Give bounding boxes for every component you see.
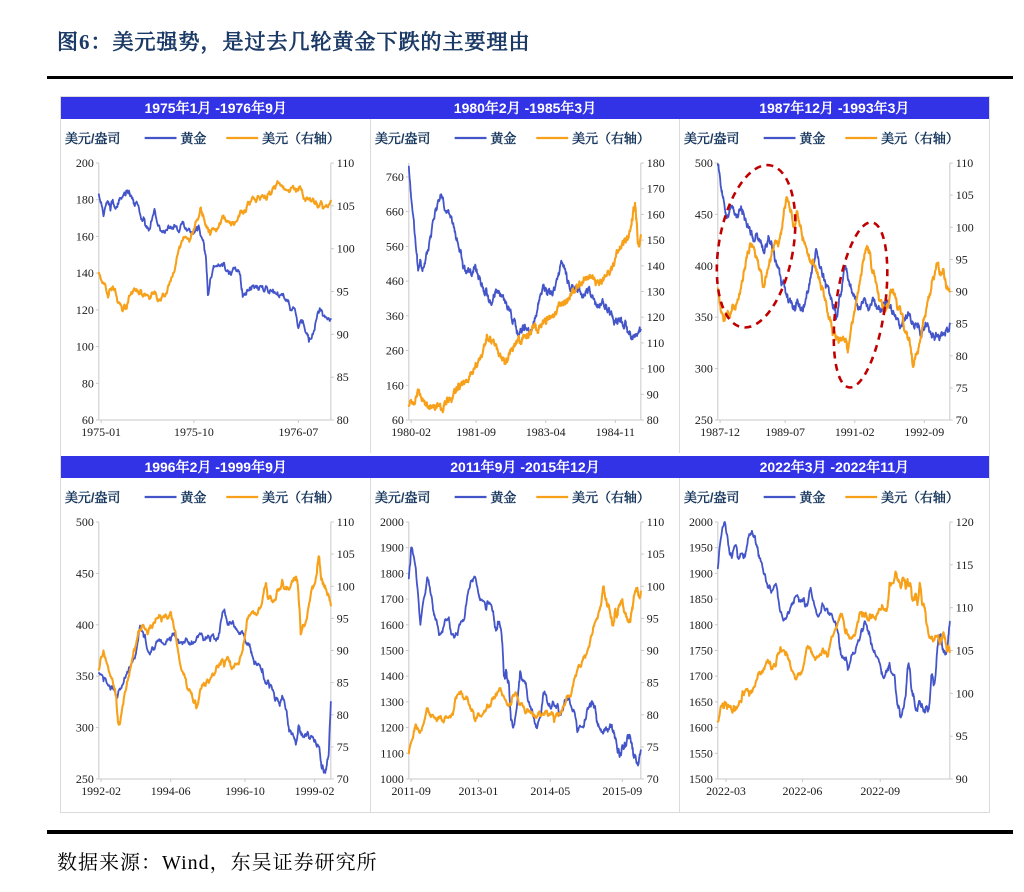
series-gold [409, 547, 641, 765]
svg-text:1500: 1500 [689, 771, 714, 787]
svg-text:90: 90 [646, 643, 659, 658]
svg-text:300: 300 [695, 361, 714, 376]
svg-text:110: 110 [646, 335, 664, 350]
panel-row-2 [61, 478, 989, 812]
svg-text:115: 115 [956, 557, 974, 572]
svg-text:90: 90 [956, 771, 969, 787]
svg-text:1984-11: 1984-11 [595, 424, 635, 440]
legend-usd-label: 美元（右轴） [881, 130, 960, 147]
panel-title-2: 1980年2月 -1985年3月 [453, 100, 597, 116]
svg-text:1983-04: 1983-04 [525, 424, 566, 440]
axis-unit-label: 美元/盎司 [374, 130, 431, 147]
svg-text:80: 80 [81, 376, 94, 391]
svg-text:100: 100 [646, 361, 665, 376]
svg-text:1100: 1100 [380, 746, 404, 761]
panel-cell-6 [680, 478, 989, 812]
svg-text:90: 90 [336, 327, 349, 342]
svg-text:80: 80 [646, 412, 659, 428]
svg-text:1750: 1750 [689, 643, 714, 658]
svg-text:60: 60 [391, 412, 404, 428]
panel-cell-3 [680, 119, 989, 453]
svg-text:260: 260 [385, 343, 404, 358]
svg-text:95: 95 [336, 611, 349, 626]
legend-usd-label: 美元（右轴） [571, 130, 650, 147]
svg-text:90: 90 [336, 643, 349, 658]
svg-text:180: 180 [646, 155, 665, 171]
svg-text:80: 80 [336, 412, 349, 428]
svg-text:360: 360 [385, 308, 404, 323]
svg-text:1300: 1300 [379, 694, 404, 709]
svg-text:80: 80 [336, 707, 349, 722]
legend-gold-label: 黄金 [799, 489, 826, 506]
svg-text:85: 85 [336, 675, 349, 690]
svg-text:110: 110 [336, 514, 355, 530]
svg-text:1980-02: 1980-02 [390, 424, 431, 440]
panel-header-row-2 [61, 456, 989, 478]
figure-panel-grid [60, 96, 990, 813]
svg-text:500: 500 [695, 155, 714, 171]
svg-text:1987-12: 1987-12 [700, 424, 741, 440]
svg-text:100: 100 [336, 241, 355, 256]
legend-gold-label: 黄金 [180, 130, 207, 147]
series-gold [409, 167, 641, 340]
svg-text:1700: 1700 [689, 669, 714, 684]
svg-text:95: 95 [956, 252, 969, 267]
svg-text:120: 120 [956, 514, 975, 530]
svg-text:85: 85 [336, 370, 349, 385]
series-gold [99, 609, 331, 773]
axis-unit-label: 美元/盎司 [684, 489, 740, 506]
svg-text:160: 160 [385, 378, 404, 393]
svg-text:160: 160 [75, 229, 94, 244]
svg-text:75: 75 [336, 739, 349, 754]
svg-text:1800: 1800 [379, 566, 404, 581]
svg-text:1950: 1950 [689, 540, 714, 555]
svg-text:1500: 1500 [379, 643, 404, 658]
svg-text:105: 105 [336, 547, 355, 562]
svg-text:70: 70 [956, 412, 969, 428]
top-rule [47, 76, 1013, 79]
svg-text:1996-10: 1996-10 [225, 783, 265, 799]
svg-text:1999-02: 1999-02 [294, 783, 335, 799]
svg-text:1975-01: 1975-01 [81, 424, 122, 440]
panel-cell-5 [371, 478, 681, 812]
svg-text:105: 105 [956, 188, 975, 203]
svg-text:250: 250 [75, 771, 94, 787]
svg-text:100: 100 [75, 339, 94, 354]
svg-text:1989-07: 1989-07 [765, 424, 806, 440]
svg-text:350: 350 [75, 669, 94, 684]
panel-chart-1 [61, 119, 370, 453]
svg-text:140: 140 [646, 258, 665, 273]
svg-text:60: 60 [81, 412, 94, 428]
svg-text:500: 500 [75, 514, 94, 530]
svg-text:1800: 1800 [689, 617, 714, 632]
panel-cell-2 [371, 119, 681, 453]
svg-text:300: 300 [75, 720, 94, 735]
svg-text:95: 95 [956, 729, 969, 744]
axis-unit-label: 美元/盎司 [64, 130, 121, 147]
svg-text:1550: 1550 [689, 746, 714, 761]
svg-text:120: 120 [75, 302, 94, 317]
svg-text:80: 80 [646, 707, 659, 722]
svg-text:100: 100 [956, 686, 975, 701]
svg-text:105: 105 [336, 198, 355, 213]
data-source: 数据来源：Wind，东吴证券研究所 [57, 852, 378, 874]
svg-text:460: 460 [385, 274, 404, 289]
svg-text:250: 250 [695, 412, 714, 428]
svg-text:400: 400 [75, 617, 94, 632]
svg-text:140: 140 [75, 266, 94, 281]
panel-chart-2 [371, 119, 680, 453]
legend-gold-label: 黄金 [490, 130, 517, 147]
svg-text:1600: 1600 [379, 617, 404, 632]
svg-text:1650: 1650 [689, 694, 714, 709]
svg-text:450: 450 [695, 207, 714, 222]
svg-text:160: 160 [646, 207, 665, 222]
legend-usd-label: 美元（右轴） [881, 489, 960, 506]
panel-chart-5 [371, 478, 680, 812]
svg-text:95: 95 [336, 284, 349, 299]
legend-usd-label: 美元（右轴） [262, 489, 340, 506]
svg-text:2022-06: 2022-06 [782, 783, 823, 799]
svg-text:100: 100 [336, 579, 355, 594]
svg-text:560: 560 [385, 239, 404, 254]
svg-text:90: 90 [646, 387, 659, 402]
axis-unit-label: 美元/盎司 [684, 130, 740, 147]
panel-header-row-1 [61, 97, 989, 119]
svg-text:1975-10: 1975-10 [174, 424, 214, 440]
svg-text:90: 90 [956, 284, 969, 299]
svg-text:760: 760 [385, 169, 404, 184]
svg-text:75: 75 [646, 739, 659, 754]
svg-text:660: 660 [385, 204, 404, 219]
svg-text:105: 105 [646, 547, 665, 562]
svg-text:80: 80 [956, 348, 969, 363]
svg-text:2014-05: 2014-05 [530, 783, 570, 799]
axis-unit-label: 美元/盎司 [64, 489, 121, 506]
svg-text:180: 180 [75, 192, 94, 207]
panel-chart-6 [680, 478, 989, 812]
svg-text:100: 100 [956, 220, 975, 235]
svg-text:2015-09: 2015-09 [602, 783, 642, 799]
panel-cell-1 [61, 119, 371, 453]
legend-usd-label: 美元（右轴） [262, 130, 340, 147]
svg-text:1400: 1400 [379, 669, 404, 684]
svg-text:2022-03: 2022-03 [706, 783, 747, 799]
svg-text:1981-09: 1981-09 [455, 424, 496, 440]
svg-text:85: 85 [646, 675, 659, 690]
svg-text:170: 170 [646, 181, 665, 196]
panel-title-1: 1975年1月 -1976年9月 [144, 100, 287, 116]
svg-text:2011-09: 2011-09 [391, 783, 431, 799]
svg-text:1200: 1200 [379, 720, 404, 735]
svg-text:130: 130 [646, 284, 665, 299]
svg-text:450: 450 [75, 566, 94, 581]
legend-gold-label: 黄金 [490, 489, 517, 506]
panel-row-1 [61, 119, 989, 453]
svg-text:100: 100 [646, 579, 665, 594]
svg-text:1994-06: 1994-06 [150, 783, 191, 799]
bottom-rule [47, 830, 1013, 834]
svg-text:110: 110 [956, 155, 974, 171]
panel-title-4: 1996年2月 -1999年9月 [144, 459, 287, 475]
svg-text:1850: 1850 [689, 592, 714, 607]
figure-title: 图6：美元强势，是过去几轮黄金下跌的主要理由 [57, 30, 531, 54]
panel-title-6: 2022年3月 -2022年11月 [759, 459, 910, 475]
svg-text:200: 200 [75, 155, 94, 171]
legend-gold-label: 黄金 [180, 489, 207, 506]
svg-text:70: 70 [336, 771, 349, 787]
svg-text:1991-02: 1991-02 [835, 424, 876, 440]
svg-text:85: 85 [956, 316, 969, 331]
svg-text:350: 350 [695, 310, 714, 325]
svg-text:2013-01: 2013-01 [458, 783, 499, 799]
svg-text:95: 95 [646, 611, 659, 626]
legend-gold-label: 黄金 [799, 130, 826, 147]
panel-chart-4 [61, 478, 370, 812]
series-gold [99, 190, 331, 342]
svg-text:1992-02: 1992-02 [81, 783, 122, 799]
svg-text:1600: 1600 [689, 720, 714, 735]
svg-text:1900: 1900 [689, 566, 714, 581]
svg-text:2000: 2000 [689, 514, 714, 530]
svg-text:400: 400 [695, 258, 714, 273]
axis-unit-label: 美元/盎司 [374, 489, 431, 506]
svg-text:1000: 1000 [379, 771, 404, 787]
svg-text:150: 150 [646, 233, 665, 248]
panel-cell-4 [61, 478, 371, 812]
series-usd [99, 556, 331, 724]
legend-usd-label: 美元（右轴） [571, 489, 650, 506]
svg-text:110: 110 [646, 514, 664, 530]
svg-text:120: 120 [646, 310, 665, 325]
svg-text:2022-09: 2022-09 [860, 783, 901, 799]
svg-text:2000: 2000 [379, 514, 404, 530]
svg-text:75: 75 [956, 380, 969, 395]
svg-text:1976-07: 1976-07 [278, 424, 319, 440]
svg-text:1900: 1900 [379, 540, 404, 555]
svg-text:1700: 1700 [379, 592, 404, 607]
series-usd [718, 572, 950, 722]
panel-chart-3 [680, 119, 989, 453]
svg-text:1992-09: 1992-09 [904, 424, 945, 440]
svg-text:110: 110 [336, 155, 355, 171]
svg-text:105: 105 [956, 643, 975, 658]
svg-text:110: 110 [956, 600, 974, 615]
panel-title-5: 2011年9月 -2015年12月 [450, 459, 600, 475]
panel-title-3: 1987年12月 -1993年3月 [759, 100, 910, 116]
svg-text:70: 70 [646, 771, 659, 787]
